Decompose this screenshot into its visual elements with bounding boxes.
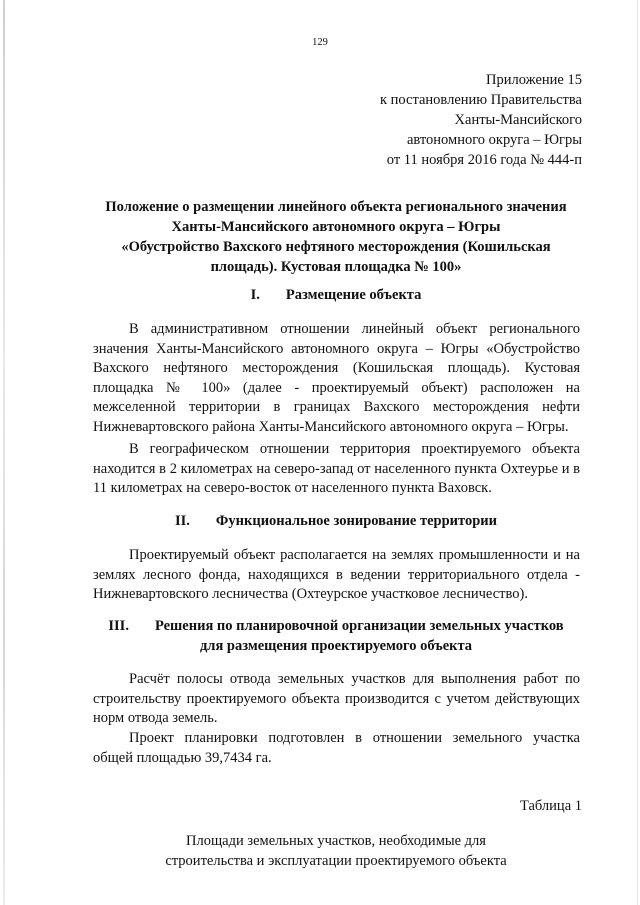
- caption-line: Площади земельных участков, необходимые для: [186, 833, 486, 849]
- paragraph: Расчёт полосы отвода земельных участков для выполнения работ по строительству проектируемого объекта производится с учетом действующих норм отвода земель.: [93, 671, 580, 726]
- scan-edge-left: [3, 0, 5, 905]
- appendix-line: автономного округа – Югры: [406, 132, 582, 148]
- caption-line: строительства и эксплуатации проектируемого объекта: [165, 853, 507, 869]
- section-title-cont: для размещения проектируемого объекта: [199, 638, 473, 654]
- appendix-line: от 11 ноября 2016 года № 444-п: [386, 152, 582, 168]
- section-heading-2: [92, 511, 580, 531]
- section-heading-3: [92, 616, 580, 656]
- title-line: Положение о размещении линейного объекта регионального значения: [105, 199, 567, 215]
- page-number: 129: [312, 37, 328, 48]
- title-line: «Обустройство Вахского нефтяного месторождения (Кошильская: [121, 239, 551, 255]
- section-number: III.: [108, 618, 129, 634]
- section-title: Решения по планировочной организации земельных участков: [154, 618, 564, 634]
- appendix-block: [380, 70, 582, 170]
- appendix-line: Приложение 15: [486, 72, 582, 88]
- section-title: Размещение объекта: [285, 287, 422, 303]
- section-number: II.: [175, 513, 190, 529]
- table-label: Таблица 1: [519, 798, 582, 814]
- paragraph: Проектируемый объект располагается на землях промышленности и на землях лесного фонда, находящихся в ведении территориального отдела - Нижневартовского лесничества (Охтеурское участковое лесничество).: [93, 547, 580, 602]
- section-heading-1: [92, 285, 580, 305]
- paragraph: Проект планировки подготовлен в отношении земельного участка общей площадью 39,7434 га.: [93, 730, 580, 766]
- section-title: Функциональное зонирование территории: [215, 513, 497, 529]
- title-line: площадь). Кустовая площадка № 100»: [210, 259, 462, 275]
- table-caption: [92, 831, 580, 871]
- appendix-line: к постановлению Правительства: [380, 92, 582, 108]
- title-line: Ханты-Мансийского автономного округа – Югры: [171, 219, 501, 235]
- paragraph: В административном отношении линейный объект регионального значения Ханты-Мансийского автономного округа – Югры «Обустройство Вахского нефтяного месторождения (Кошильская площадь). Кустовая площадка № 100» (далее - проектируемый объект) расположен на межселенной территории в границах Вахского месторождения нефти Нижневартовского района Ханты-Мансийского автономного округа – Югры.: [93, 321, 580, 435]
- appendix-line: Ханты-Мансийского: [454, 112, 582, 128]
- scan-edge-right: [637, 0, 638, 905]
- paragraph: В географическом отношении территория проектируемого объекта находится в 2 километрах на северо-запад от населенного пункта Охтеурье и в 11 километрах на северо-восток от населенного пункта Ваховск.: [93, 441, 580, 496]
- document-title: [92, 197, 580, 277]
- section-number: I.: [250, 287, 260, 303]
